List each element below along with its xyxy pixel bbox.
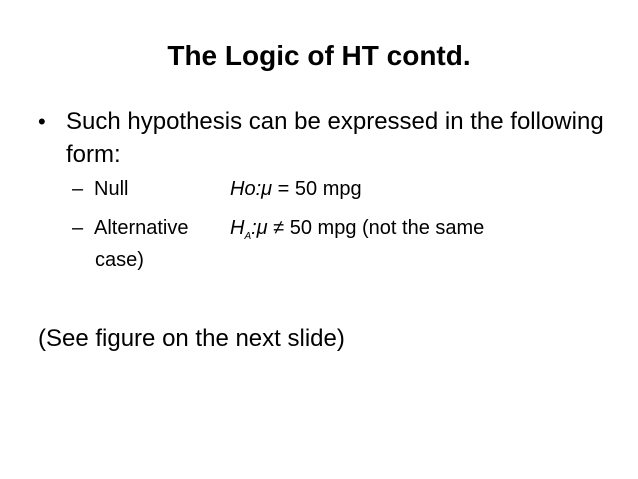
null-hypothesis-symbol: Ho:μ bbox=[230, 178, 273, 200]
alternative-hypothesis-h: H bbox=[230, 217, 245, 239]
dash-marker: – bbox=[72, 217, 84, 239]
null-hypothesis-value: = 50 mpg bbox=[272, 178, 362, 200]
null-label: Null bbox=[94, 178, 129, 200]
alternative-hypothesis-subscript: A bbox=[244, 231, 252, 242]
see-figure-note: (See figure on the next slide) bbox=[38, 325, 345, 352]
alternative-hypothesis-value: 50 mpg (not the same bbox=[284, 217, 485, 239]
alternative-hypothesis-symbol: :μ ≠ bbox=[251, 217, 285, 239]
slide-title: The Logic of HT contd. bbox=[167, 40, 471, 71]
dash-marker: – bbox=[72, 178, 84, 200]
sub-item-null bbox=[72, 175, 362, 203]
alternative-continuation: case) bbox=[95, 249, 144, 271]
alternative-label: Alternative bbox=[94, 217, 189, 239]
bullet-text: Such hypothesis can be expressed in the following form: bbox=[66, 108, 604, 168]
bullet-marker: • bbox=[38, 109, 46, 134]
